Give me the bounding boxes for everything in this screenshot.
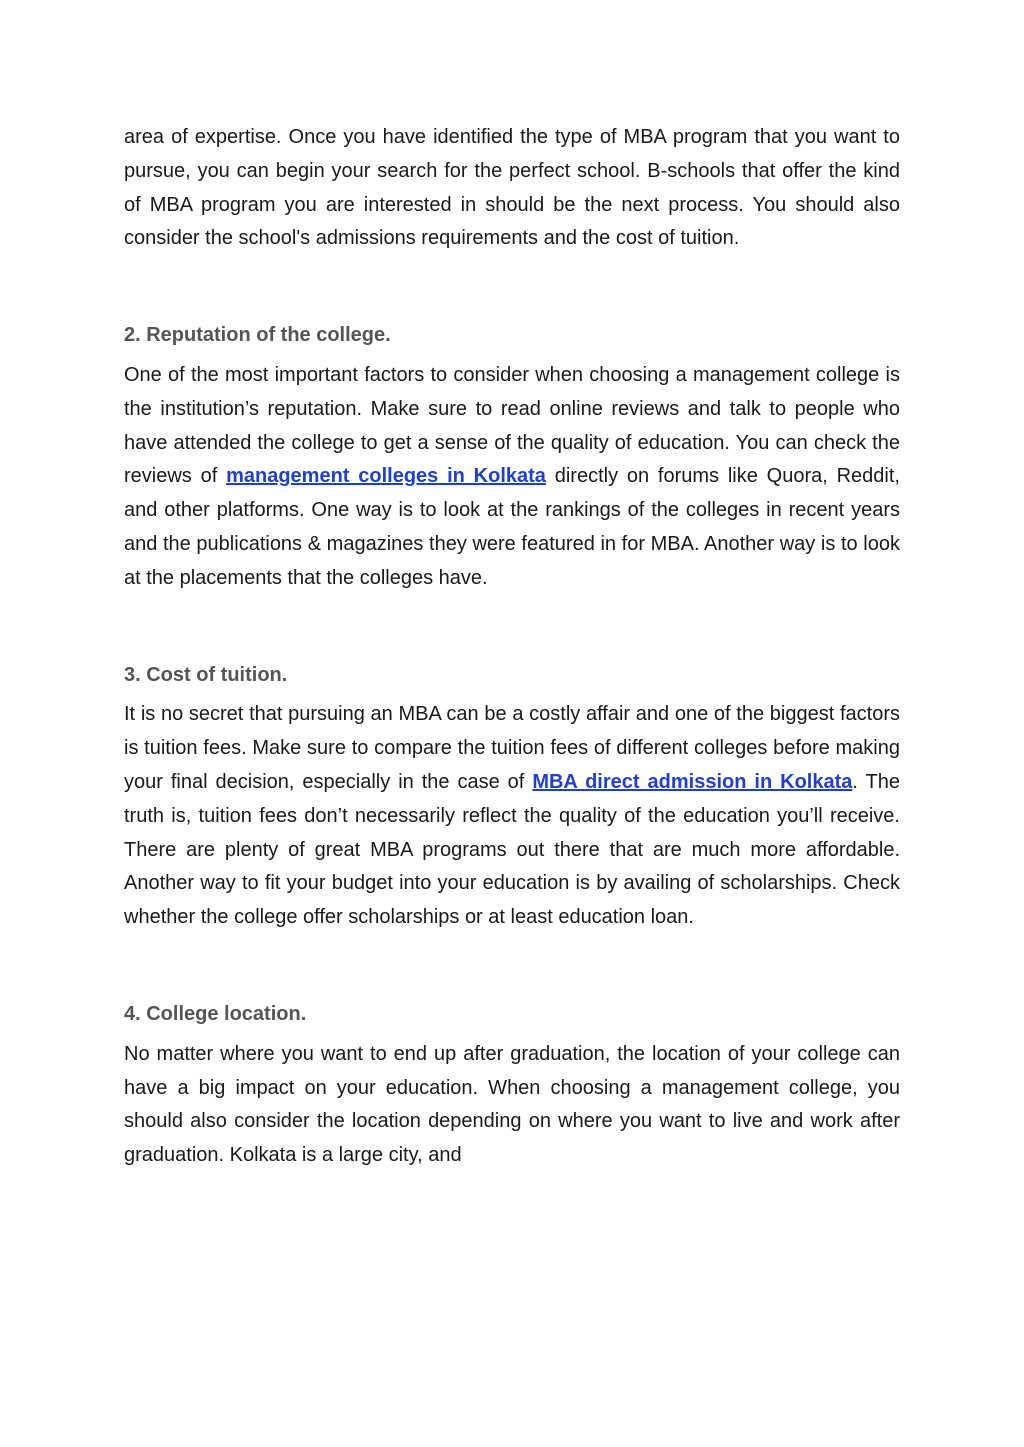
paragraph-text: directly on forums like Quora, Reddit, and other platforms. One way is to look at the rankings of the colleges in recent years and the publications & magazines they were featured in for MBA. Another way is to look at the placements that the colleges have. bbox=[124, 465, 900, 589]
section-heading: 3. Cost of tuition. bbox=[124, 663, 288, 686]
paragraph-text: . The truth is, tuition fees don’t necessarily reflect the quality of the education you’ll receive. There are plenty of great MBA programs out there that are much more affordable. Another way to fit your budget into your education is by availing of scholarships. Check whether the college offer scholarships or at least education loan. bbox=[124, 770, 900, 929]
section-heading: 2. Reputation of the college. bbox=[124, 324, 391, 347]
section-reputation bbox=[124, 319, 900, 595]
section-heading: 4. College location. bbox=[124, 1002, 307, 1025]
section-cost-of-tuition bbox=[124, 659, 900, 935]
section-paragraph: No matter where you want to end up after graduation, the location of your college can have a big impact on your education. When choosing a management college, you should also consider the location depending on where you want to live and work after graduation. Kolkata is a large city, and bbox=[124, 1042, 900, 1167]
intro-paragraph: area of expertise. Once you have identified the type of MBA program that you want to pursue, you can begin your search for the perfect school. B-schools that offer the kind of MBA program you are interested in should be the next process. You should also consider the school's admissions requirements and the cost of tuition. bbox=[124, 126, 900, 250]
paragraph-text: It is no secret that pursuing an MBA can be a costly affair and one of the biggest factors is tuition fees. Make sure to compare the tuition fees of different colleges before making your final decision, especially in the case of bbox=[124, 703, 900, 793]
paragraph-text: One of the most important factors to consider when choosing a management college is the institution’s reputation. Make sure to read online reviews and talk to people who have attended the college to get a sense of the quality of education. You can check the reviews of bbox=[124, 363, 900, 488]
section-college-location bbox=[124, 998, 900, 1173]
section-paragraph bbox=[124, 359, 900, 596]
section-paragraph bbox=[124, 698, 900, 935]
document-page bbox=[124, 121, 900, 1173]
management-colleges-link[interactable]: management colleges in Kolkata bbox=[226, 465, 546, 488]
mba-direct-admission-link[interactable]: MBA direct admission in Kolkata bbox=[532, 770, 853, 793]
